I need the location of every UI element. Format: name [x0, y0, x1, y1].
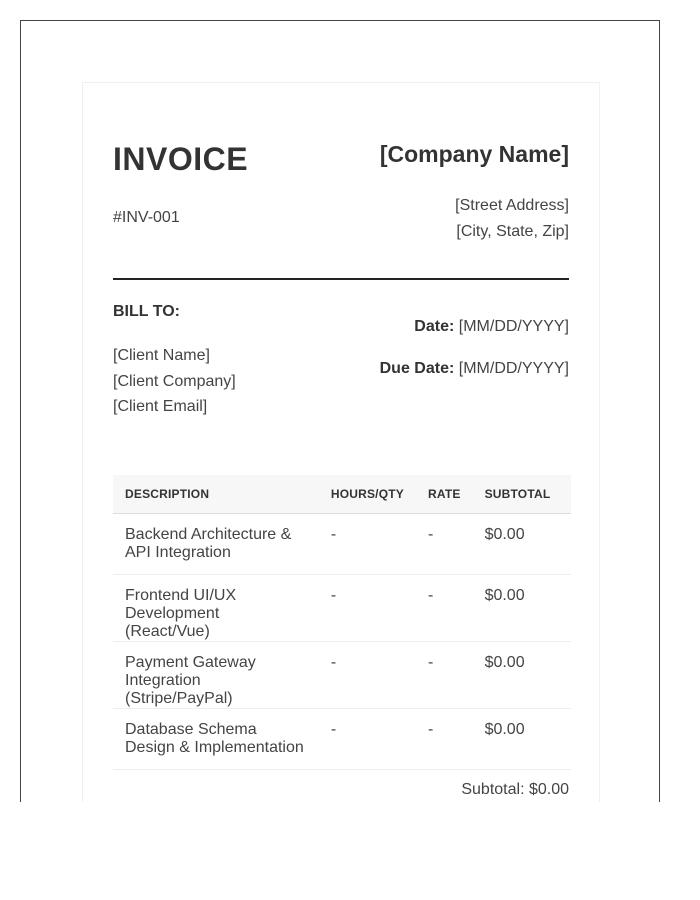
line-items-table	[113, 475, 571, 770]
bill-to-heading: BILL TO:	[113, 303, 180, 320]
row-rate: -	[416, 514, 473, 575]
row-subtotal: $0.00	[473, 575, 571, 642]
row-subtotal: $0.00	[473, 709, 571, 770]
due-date	[380, 359, 569, 379]
company-address	[455, 193, 569, 245]
client-email: [Client Email]	[113, 398, 208, 415]
invoice-card	[82, 82, 600, 802]
due-date-value: [MM/DD/YYYY]	[458, 360, 569, 377]
invoice-dates	[380, 317, 569, 379]
table-row	[113, 575, 571, 642]
subtotal-total: Subtotal: $0.00	[461, 781, 569, 798]
due-date-label: Due Date:	[379, 360, 455, 377]
row-hours: -	[319, 709, 416, 770]
row-rate: -	[416, 709, 473, 770]
table-row	[113, 709, 571, 770]
header-subtotal: SUBTOTAL	[473, 475, 571, 514]
row-description: Frontend UI/UX Development (React/Vue)	[113, 575, 319, 642]
invoice-header	[113, 141, 569, 281]
issue-date	[380, 317, 569, 337]
company-street: [Street Address]	[455, 197, 569, 214]
client-details	[113, 343, 236, 420]
row-description: Payment Gateway Integration (Stripe/PayPal)	[113, 642, 319, 709]
row-hours: -	[319, 575, 416, 642]
row-description: Backend Architecture & API Integration	[113, 514, 319, 575]
issue-date-value: [MM/DD/YYYY]	[458, 318, 569, 335]
invoice-number: #INV-001	[113, 209, 180, 226]
row-hours: -	[319, 514, 416, 575]
row-hours: -	[319, 642, 416, 709]
bill-section	[113, 303, 569, 433]
row-subtotal: $0.00	[473, 514, 571, 575]
header-divider	[113, 278, 569, 280]
client-company: [Client Company]	[113, 372, 236, 390]
invoice-title: INVOICE	[113, 141, 249, 177]
row-rate: -	[416, 575, 473, 642]
row-rate: -	[416, 642, 473, 709]
row-description: Database Schema Design & Implementation	[113, 709, 319, 770]
header-hours: HOURS/QTY	[319, 475, 416, 514]
header-rate: RATE	[416, 475, 473, 514]
table-header-row	[113, 475, 571, 514]
table-row	[113, 514, 571, 575]
table-row	[113, 642, 571, 709]
company-name: [Company Name]	[379, 141, 569, 167]
client-name: [Client Name]	[113, 347, 210, 364]
row-subtotal: $0.00	[473, 642, 571, 709]
issue-date-label: Date:	[414, 318, 455, 335]
company-city: [City, State, Zip]	[456, 223, 569, 240]
document-page	[20, 20, 660, 802]
header-description: DESCRIPTION	[113, 475, 319, 514]
